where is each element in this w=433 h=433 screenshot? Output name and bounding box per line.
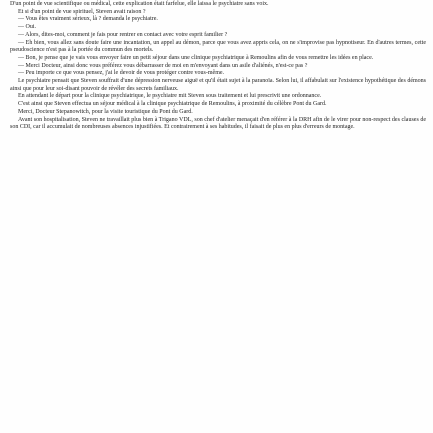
dialogue-line: — Vous êtes vraiment sérieux, là ? demanda le psychiatre. [18,16,158,23]
paragraph: Merci, Docteur Stepanowitch, pour la visite touristique du Pont du Gard. [18,108,193,115]
body-text [10,1,426,132]
paragraph: Avant son hospitalisation, Steven ne travaillait plus bien à Trigano VDL, son chef d'atelier menaçait d'en référer à la DRH afin de le virer pour non-respect des clauses de son CDI, car il accumulait de nombreuses absences injustifiées. Et contrairement à ses habitudes, il faisait de plus en plus d'erreurs de montage. [10,116,426,131]
dialogue-line: — Oui. [18,24,36,31]
dialogue-line: — Merci Docteur, ainsi donc vous préférez vous débarrasser de moi en m'envoyant dans un asile d'aliénés, n'est-ce pas ? [18,62,308,69]
dialogue-line: — Alors, dites-moi, comment je fais pour rentrer en contact avec votre esprit familier ? [18,31,228,38]
dialogue-line: — Bon, je pense que je vais vous envoyer faire un petit séjour dans une clinique psychiatrique à Remoulins afin de vous remettre les idées en place. [18,54,374,61]
paragraph: D'un point de vue scientifique ou médical, cette explication était farfelue, elle laissa le psychiatre sans voix. [10,1,269,7]
paragraph: C'est ainsi que Steven effectua un séjour médical à la clinique psychiatrique de Remoulins, à proximité du célèbre Pont du Gard. [18,101,327,108]
dialogue-line: — Eh bien, vous allez sans doute faire une incantation, un appel au démon, parce que vous avez appris cela, on ne s'improvise pas hypnotiseur. En d'autres termes, cette pseudoscience n'est pas à la portée du commun des mortels. [10,39,426,54]
dialogue-line: — Peu importe ce que vous pensez, j'ai le devoir de vous protéger contre vous-même. [18,70,225,77]
paragraph: Le psychiatre pensait que Steven souffrait d'une dépression nerveuse aiguë et qu'il était sujet à la paranoïa. Selon lui, il affabulait sur l'existence hypothétique des démons ainsi que pour leur soi-disant pouvoir de révéler des secrets familiaux. [10,78,426,92]
paragraph: Et si d'un point de vue spirituel, Steven avait raison ? [18,8,146,15]
paragraph: En attendant le départ pour la clinique psychiatrique, le psychiatre mit Steven sous traitement et lui prescrivit une ordonnance. [18,93,322,100]
